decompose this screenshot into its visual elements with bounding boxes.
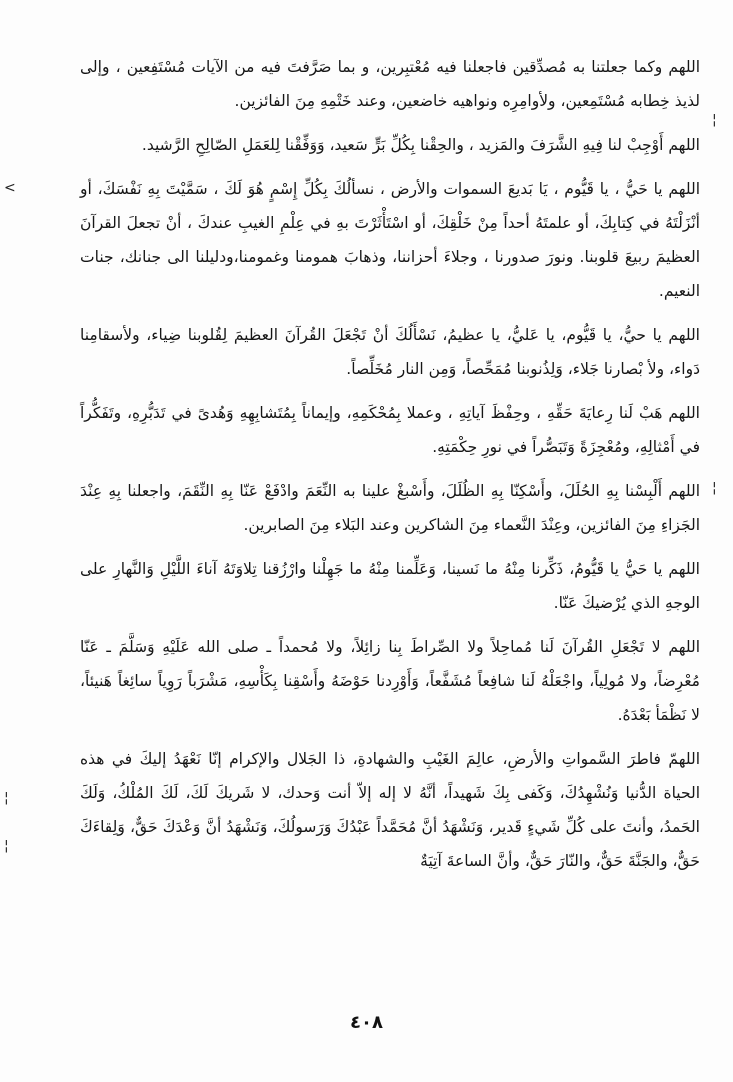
paragraph: اللهم يا حَيُّ ، يا قَيُّوم ، يَا بَديعَ السموات والأرض ، نسألُكَ بِكُلِّ إِسْمٍ هُوَ لَكَ ، سَمَّيْتَ بِهِ نَفْسَكَ، أو أنْزَلْتَهُ في كِتابِكَ، أو علمتَهُ أحداً مِنْ خَلْقِكَ، أو اسْتَأْثَرْتَ بهِ في عِلْمِ الغيبِ عندكَ ، أنْ تجعلَ القرآنَ العظيمَ ربيعَ قلوبنا. ونورَ صدورنا ، وجلاءَ أحزاننا، وذهابَ همومنا وغمومنا،ودليلنا الى جنانك، جنات النعيم. (80, 180, 700, 300)
paragraph: اللهم يا حَيُّ يا قَيُّومُ، ذَكِّرنا مِنْهُ ما نَسينا، وَعَلِّمنا مِنْهُ ما جَهِلْنا وارْزُقنا تِلاوَتَهُ آناءَ اللَّيْلِ وَالنَّهارِ على الوجهِ الذي يُرْضيكَ عَنّا. (80, 560, 700, 612)
paragraph: اللهم أَوْجِبْ لنا فِيهِ الشَّرَفَ والمَزيد ، والحِقْنا بِكُلِّ بَرٍّ سَعيد، وَوَفِّقْنا لِلعَمَلِ الصّالِحِ الرَّشيد. (141, 136, 700, 154)
paragraph: اللهمّ فاطرَ السَّمواتِ والأرضِ، عالِمَ الغَيْبِ والشهادةِ، ذا الجَلال والإكرام إنّا نَعْهَدُ إليكَ في هذه الحياة الدُّنيا وَنُشْهِدُكَ، وَكَفى بِكَ شَهيداً، أنَّهُ لا إله إلاّ أنت وَحدك، لا شَريكَ لَكَ، لَكَ المُلْكُ، وَلَكَ الحَمدُ، وأنتَ على كُلِّ شَيءٍ قَدير، وَنَشْهَدُ أنَّ مُحَمَّداً عَبْدُكَ وَرَسولُكَ، وَنَشْهَدُ أنَّ وَعْدَكَ حَقٌّ، وَلِقاءَكَ حَقٌّ، والجَنَّةَ حَقٌّ، والنّارَ حَقٌّ، وأنَّ الساعةَ آتِيَةٌ (80, 750, 700, 870)
margin-tick-mark: ¦ (4, 838, 9, 854)
margin-tick-mark: ¦ (712, 480, 717, 496)
prayer-text-body (80, 50, 700, 888)
paragraph: اللهم هَبْ لَنا رِعايَةَ حَقِّهِ ، وحِفْظَ آياتِهِ ، وعملا بِمُحْكَمِهِ، وإيماناً بِمُتَشابِهِهِ وَهُدىً في تَدَبُّرِهِ، وتَفَكُّراً في أَمْثالِهِ، ومُعْجِزَةً وَتَبَصُّراً في نورِ حِكْمَتِهِ. (80, 404, 700, 456)
margin-bracket-mark: < (4, 180, 16, 196)
margin-tick-mark: ¦ (4, 790, 9, 806)
paragraph: اللهم أَلْبِسْنا بِهِ الحُلَلَ، وأَسْكِنّا بِهِ الظُلَلَ، وأَسْبغْ علينا به النِّعَمَ وادْفَعْ عَنّا بِهِ النِّقَمَ، واجعلنا بِهِ عِنْدَ الجَزاءِ مِنَ الفائزين، وعِنْدَ النَّعماء مِنَ الشاكرين وعند البَلاء مِنَ الصابرين. (80, 482, 700, 534)
paragraph: اللهم لا تَجْعَلِ القُرآنَ لَنا مُماحِلاً ولا الصِّراطَ بِنا زائِلاً، ولا مُحمداً ـ صلى الله عَلَيْهِ وَسَلَّمَ ـ عَنّا مُعْرِضاً، ولا مُولِياً، واجْعَلْهُ لَنا شافِعاً مُشَفَّعاً، وَأَوْرِدنا حَوْضَهُ وأَسْقِنا بِكَأْسِهِ، مَشْرَباً رَوِياً سائِغاً هَنيئاً، لا نَظْمَأ بَعْدَهُ. (80, 638, 700, 724)
margin-tick-mark: ¦ (712, 112, 717, 128)
paragraph: اللهم وكما جعلتنا به مُصدِّقين فاجعلنا فيه مُعْتبِرين، و بما صَرَّفتَ فيه من الآيات مُسْتَفِعين ، وإلى لذيذ خِطابه مُسْتَمِعين، ولأوامِرِه ونواهيه خاضعين، وعند خَتْمِهِ مِنَ الفائزين. (80, 58, 700, 110)
page-number: ٤٠٨ (350, 1012, 383, 1033)
paragraph: اللهم يا حيُّ، يا قَيُّوم، يا عَليُّ، يا عظيمُ، نَسْأَلُكَ أنْ تَجْعَلَ القُرآنَ العظيمَ لِقُلوبنا ضِياء، ولأسقامِنا دَواء، ولأ بْصارنا جَلاء، وَلِذُنوبنا مُمَحِّصاً، وَمِن النار مُخَلِّصاً. (80, 326, 700, 378)
